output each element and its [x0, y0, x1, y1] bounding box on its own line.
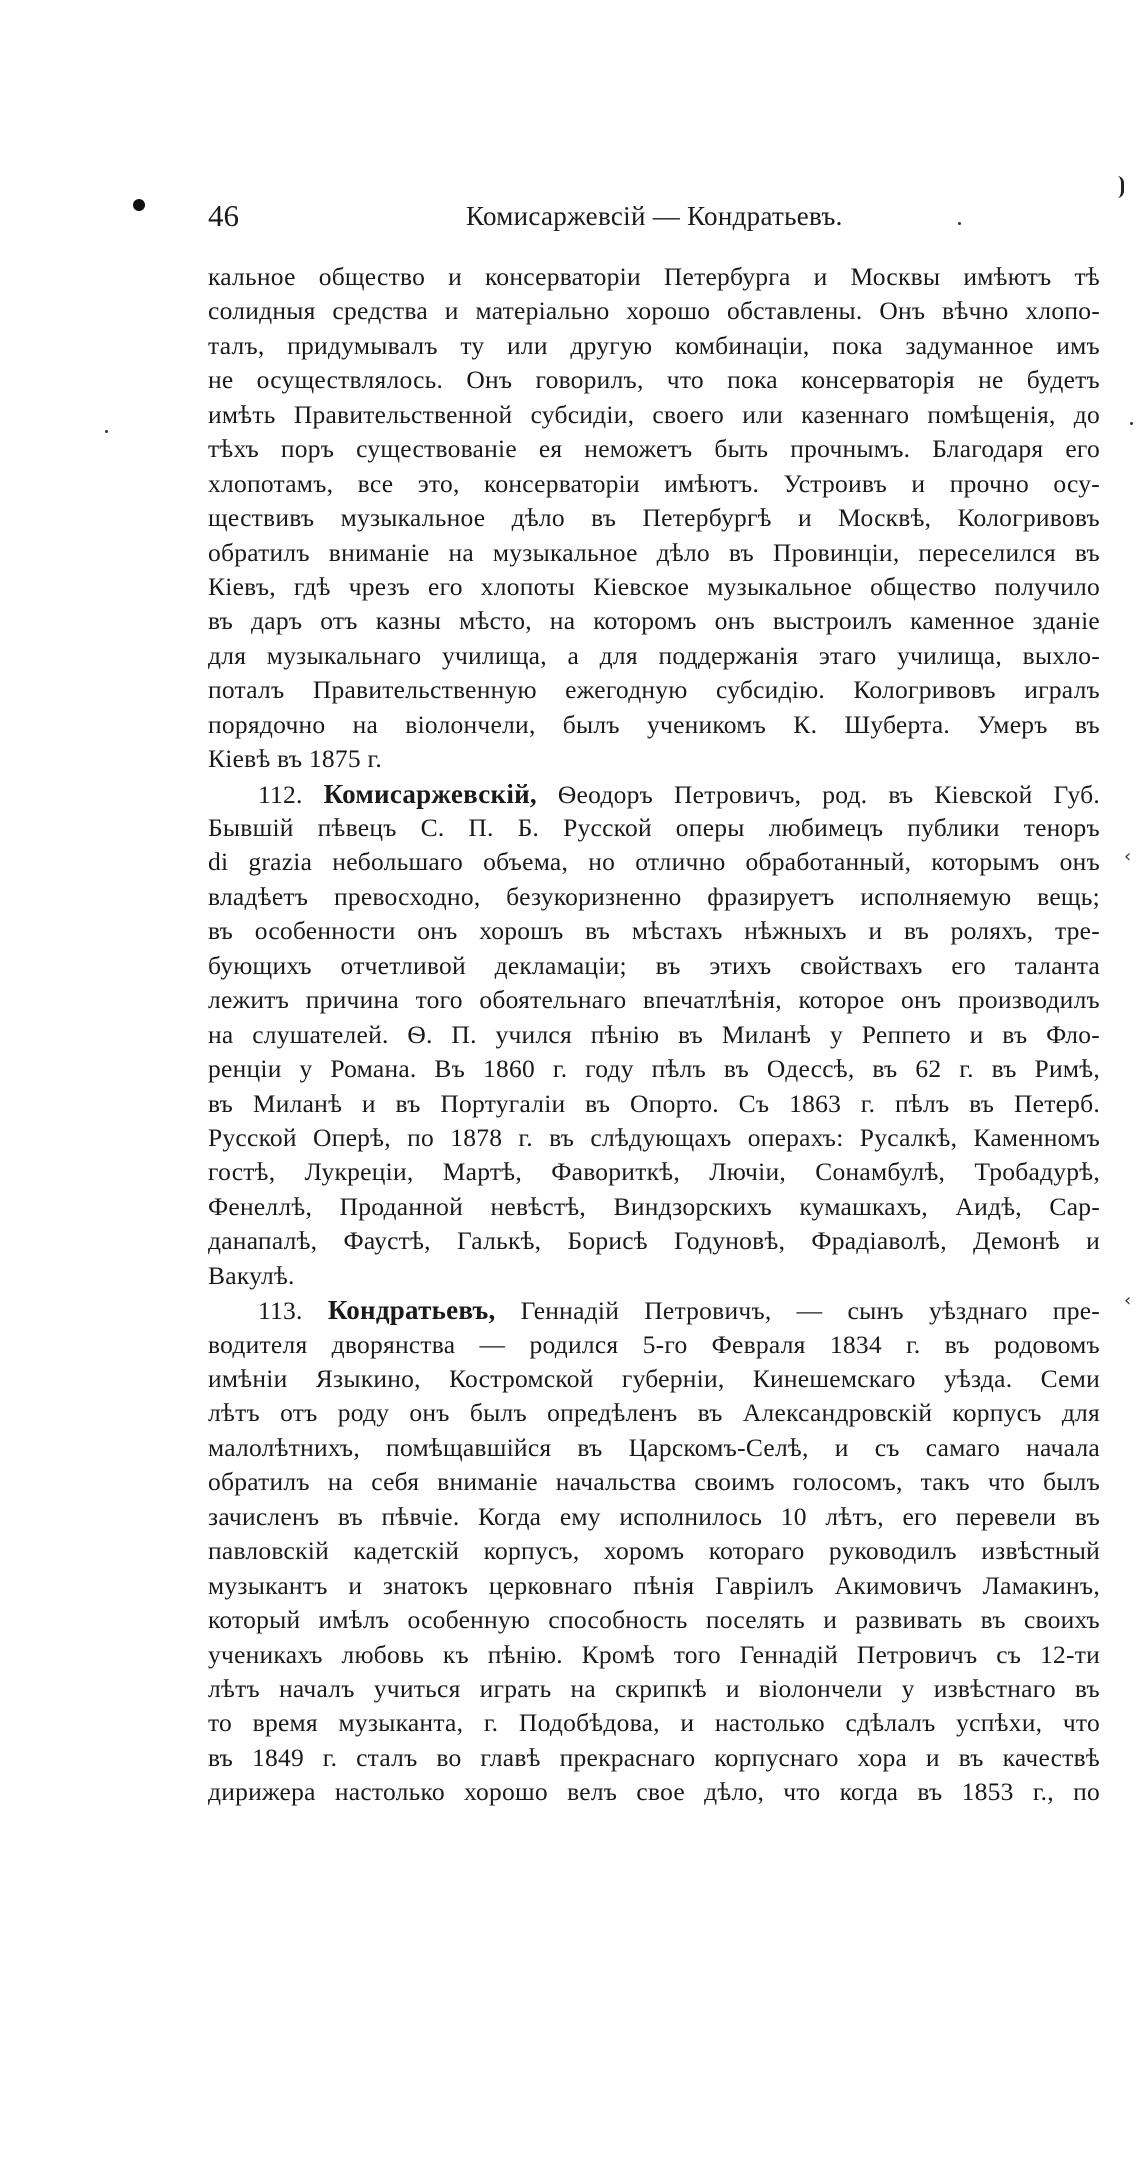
- text-line: Кіевѣ въ 1875 г.: [208, 744, 382, 774]
- entry-number: 112.: [258, 779, 303, 809]
- text-line: дирижера настолько хорошо велъ свое дѣло, что когда въ 1853 г., по: [208, 1777, 1100, 1807]
- text-line: въ Миланѣ и въ Португаліи въ Опорто. Съ 1863 г. пѣлъ въ Петерб.: [208, 1088, 1100, 1118]
- text-line: di grazia небольшаго объема, но отлично обработанный, которымъ онъ: [208, 847, 1100, 877]
- text-line: лѣтъ началъ учиться играть на скрипкѣ и віолончели у извѣстнаго въ: [208, 1673, 1100, 1703]
- text-line: лѣтъ отъ роду онъ былъ опредѣленъ въ Александровскій корпусъ для: [208, 1398, 1100, 1428]
- margin-tick-mark: ‹: [1124, 846, 1132, 867]
- page-header: [208, 196, 1100, 236]
- text-line: владѣетъ превосходно, безукоризненно фразируетъ исполняемую вещь;: [208, 881, 1100, 911]
- text-line: павловскій кадетскій корпусъ, хоромъ котораго руководилъ извѣстный: [208, 1536, 1100, 1566]
- page-number: 46: [208, 198, 239, 233]
- margin-blot: [133, 199, 145, 211]
- entry-first-line-text: Ѳеодоръ Петровичъ, род. въ Кіевской Губ.: [557, 779, 1101, 809]
- text-line: музыкантъ и знатокъ церковнаго пѣнія Гавріилъ Акимовичъ Ламакинъ,: [208, 1570, 1100, 1600]
- entry-name: Комисаржевскій,: [323, 778, 537, 809]
- text-line: данапалѣ, Фаустѣ, Галькѣ, Борисѣ Годуновѣ, Фрадіаволѣ, Демонѣ и: [208, 1226, 1100, 1256]
- text-line: кальное общество и консерваторіи Петербурга и Москвы имѣютъ тѣ: [208, 262, 1100, 291]
- text-line: гостѣ, Лукреціи, Мартѣ, Фавориткѣ, Лючіи, Сонамбулѣ, Тробадурѣ,: [208, 1157, 1100, 1187]
- text-line: имѣть Правительственной субсидіи, своего или казеннаго помѣщенія, до: [208, 399, 1100, 429]
- text-line: бующихъ отчетливой декламаціи; въ этихъ свойствахъ его таланта: [208, 950, 1100, 980]
- text-line: ученикахъ любовь къ пѣнію. Кромѣ того Геннадій Петровичъ съ 12-ти: [208, 1639, 1100, 1669]
- entry-first-line-text: Геннадій Петровичъ, — сынъ уѣзднаго пре-: [520, 1296, 1101, 1326]
- text-line: поталъ Правительственную ежегодную субсидію. Кологривовъ игралъ: [208, 675, 1100, 705]
- text-line: имѣніи Языкино, Костромской губерніи, Кинешемскаго уѣзда. Семи: [208, 1364, 1100, 1393]
- margin-speck: [1130, 422, 1133, 425]
- text-line: въ 1849 г. сталъ во главѣ прекраснаго корпуснаго хора и въ качествѣ: [208, 1742, 1100, 1772]
- text-line: водителя дворянства — родился 5-го Февраля 1834 г. въ родовомъ: [208, 1329, 1100, 1359]
- margin-tick-mark: ‹: [1124, 1290, 1132, 1311]
- text-line: Русской Оперѣ, по 1878 г. въ слѣдующахъ операхъ: Русалкѣ, Каменномъ: [208, 1122, 1100, 1152]
- margin-bracket-mark: [1117, 176, 1124, 198]
- text-line: Фенеллѣ, Проданной невѣстѣ, Виндзорскихъ кумашкахъ, Аидѣ, Сар-: [208, 1191, 1100, 1221]
- text-line: обратилъ на себя вниманіе начальства своимъ голосомъ, такъ что былъ: [208, 1467, 1100, 1497]
- text-line: зачисленъ въ пѣвчіе. Когда ему исполнилось 10 лѣтъ, его перевели въ: [208, 1501, 1100, 1531]
- text-line: обратилъ вниманіе на музыкальное дѣло въ Провинціи, переселился въ: [208, 537, 1100, 567]
- text-line: въ особенности онъ хорошъ въ мѣстахъ нѣжныхъ и въ роляхъ, тре-: [208, 916, 1100, 946]
- text-line: порядочно на віолончели, былъ ученикомъ К. Шуберта. Умеръ въ: [208, 709, 1100, 739]
- margin-speck: [105, 430, 108, 433]
- entry-number: 113.: [258, 1296, 303, 1326]
- text-line: то время музыканта, г. Подобѣдова, и настолько сдѣлалъ успѣхи, что: [208, 1708, 1100, 1738]
- text-line: не осуществлялось. Онъ говорилъ, что пока консерваторія не будетъ: [208, 365, 1100, 395]
- entry-113-first-line: [208, 1293, 1100, 1327]
- text-line: хлопотамъ, все это, консерваторіи имѣютъ. Устроивъ и прочно осу-: [208, 468, 1100, 498]
- body-text: [208, 260, 1100, 1810]
- text-line: малолѣтнихъ, помѣщавшійся въ Царскомъ-Селѣ, и съ самаго начала: [208, 1432, 1100, 1462]
- text-line: тѣхъ поръ существованіе ея неможетъ быть прочнымъ. Благодаря его: [208, 434, 1100, 464]
- running-head: Комисаржевсій — Кондратьевъ.: [466, 201, 843, 231]
- text-line: Кіевъ, гдѣ чрезъ его хлопоты Кіевское музыкальное общество получило: [208, 571, 1100, 601]
- text-line: лежитъ причина того обоятельнаго впечатлѣнія, которое онъ производилъ: [208, 985, 1100, 1015]
- text-line: который имѣлъ особенную способность поселять и развивать въ своихъ: [208, 1605, 1100, 1635]
- entry-112-first-line: [208, 777, 1100, 811]
- text-line: солидныя средства и матеріально хорошо обставлены. Онъ вѣчно хлопо-: [208, 296, 1100, 326]
- entry-name: Кондратьевъ,: [327, 1295, 496, 1326]
- text-line: талъ, придумывалъ ту или другую комбинаціи, пока задуманное имъ: [208, 330, 1100, 360]
- text-line: ществивъ музыкальное дѣло въ Петербургѣ и Москвѣ, Кологривовъ: [208, 503, 1100, 533]
- text-line: на слушателей. Ѳ. П. учился пѣнію въ Миланѣ у Реппето и въ Фло-: [208, 1019, 1100, 1049]
- text-line: Бывшій пѣвецъ С. П. Б. Русской оперы любимецъ публики теноръ: [208, 813, 1100, 842]
- text-line: въ даръ отъ казны мѣсто, на которомъ онъ выстроилъ каменное зданіе: [208, 606, 1100, 636]
- text-line: для музыкальнаго училища, а для поддержанія этаго училища, выхло-: [208, 640, 1100, 670]
- text-line: Вакулѣ.: [208, 1260, 295, 1290]
- text-line: ренціи у Романа. Въ 1860 г. году пѣлъ въ Одессѣ, въ 62 г. въ Римѣ,: [208, 1054, 1100, 1084]
